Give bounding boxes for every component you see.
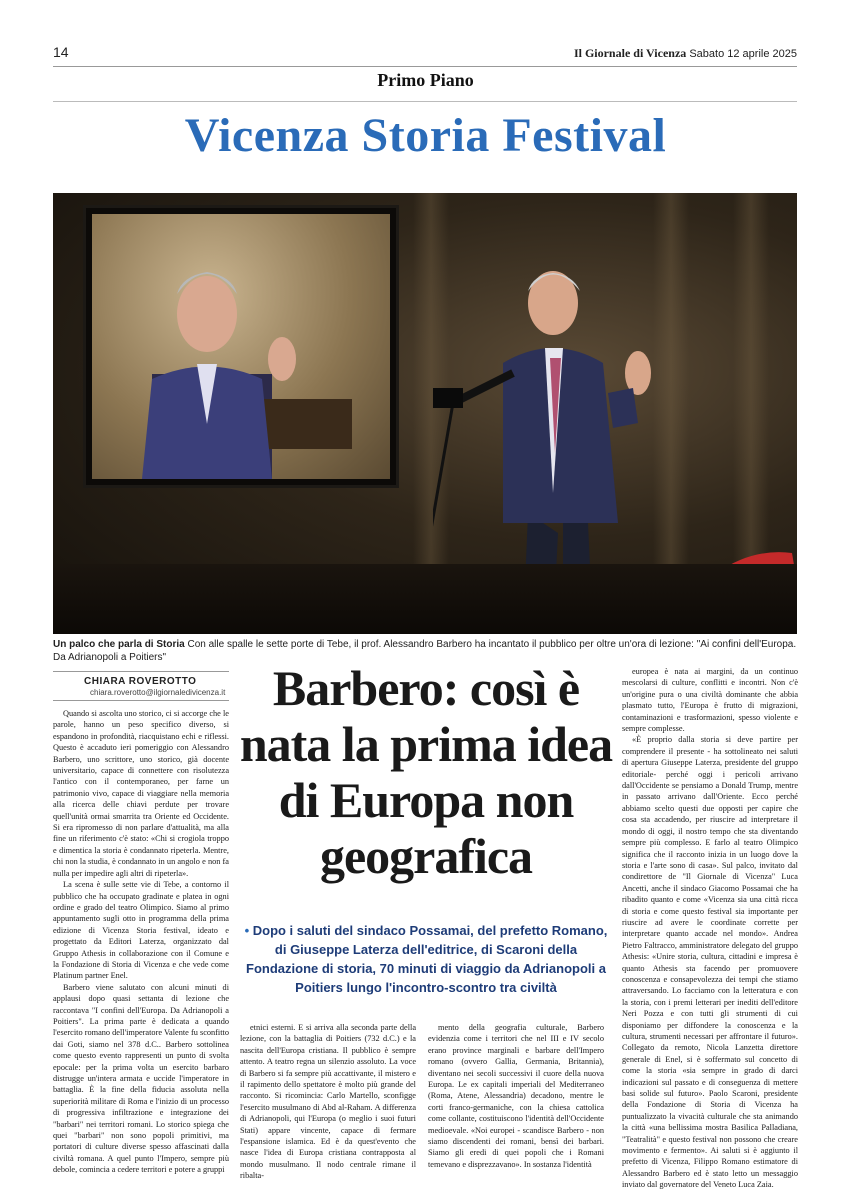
paragraph: Barbero viene salutato con alcuni minuti di applausi dopo quasi settanta di lezione che raccontava "I confini dell'Europa. Da Adrianopoli a Poitiers". La prima parte è dedicata a quando l'esercito romano dell'imperatore Valente fu sconfitto dai Goti, siamo nel 378 d.C.. Barbero sottolinea come questo evento rappresenti un punto di svolta epocale: per la prima volta un esercito barbaro distrugge un'intera armata e uccide l'imperatore in battaglia. È la fine della fiducia assoluta nella superiorità militare di Roma e l'inizio di un processo di progressiva infiltrazione e integrazione dei "barbari" nei territori romani. Lo storico spiega che quei "barbari" non sono popoli primitivi, ma portatori di culture diverse spesso affascinati dalla civiltà romana. A quel punto l'Impero, sempre più debole, comincia a cedere territori e potere a gruppi: [53, 982, 229, 1175]
author-rule-bottom: [53, 700, 229, 701]
stage-floor: [53, 564, 797, 634]
paragraph: La scena è sulle sette vie di Tebe, a contorno il pubblico che ha occupato gradinate e platea in ogni ordine e grado del teatro Olimpico. Siamo al primo appuntamento sugli otto in programma della prima edizione di Vicenza Storia festival, ideato e progettato da Editori Laterza, organizzato dal Gruppo Athesis in collaborazione con il Comune e la Fondazione di Storia di Vicenza e che vede come Platinum partner Enel.: [53, 880, 229, 981]
caption-title: Un palco che parla di Storia: [53, 639, 185, 650]
paragraph: europea è nata ai margini, da un continuo mescolarsi di culture, conflitti e incontri. Non c'è un'origine pura o una civiltà dominante che abbia plasmato tutto, l'Europa è frutto di migrazioni, contaminazioni e trasformazioni, spesso violente e sempre complesse.: [622, 667, 798, 734]
section-rule: [53, 101, 797, 102]
caption-text: Con alle spalle le sette porte di Tebe, il prof. Alessandro Barbero ha incantato il pubblico per oltre un'ora di lezione: "Ai confini dell'Europa. Da Adrianopoli a Poitiers": [53, 639, 797, 663]
article-photo: [53, 193, 797, 634]
bullet-icon: •: [244, 923, 253, 938]
subtitle-text: Dopo i saluti del sindaco Possamai, del prefetto Romano, di Giuseppe Laterza dell'editrice, di Scaroni della Fondazione di storia, 70 minuti di viaggio da Adrianopoli a Poitiers lungo l'incontro-scontro tra civiltà: [246, 923, 608, 995]
body-column-1: [53, 708, 229, 1176]
paragraph: «È proprio dalla storia si deve partire per comprendere il presente - ha sottolineato nei saluti di apertura Giuseppe Laterza, presidente del gruppo editoriale- perché oggi i pericoli arrivano dall'Occidente se pensiamo a Donald Trump, mentre in passato arrivano dall'Oriente. Ecco perché abbiamo scelto questi due opposti per capire che cosa sta accadendo, per riuscire ad interpretare il mondo di oggi, il nostro tempo che sta diventando sempre più complesso. E farlo al teatro Olimpico significa che il racconto inizia in un luogo dove la storia e l'arte sono di casa». Sul palco, invitato dal condirettore de "Il Giornale di Vicenza" Luca Ancetti, anche il sindaco Giacomo Possamai che ha ribadito quanto e come «Vicenza sia una città ricca di storia e come questo festival sia importante per riuscire ad avere le coordinate corrette per interpretare quanto accade nel mondo». Andrea Pietro Faltracco, amministratore delegato del gruppo Athesis: «Unire storia, cultura, cittadini e impresa è quanto Athesis sta facendo per promuovere conoscenza e consapevolezza dei tempi che stiamo attraversando. Lo facciamo con la letteratura e con la storia, con i premi letterari per inediti dell'editore Neri Pozza e con tutti gli strumenti di cui disponiamo per diffondere la conoscenza e la cultura, strumenti necessari per affrontare il futuro». Collegato da remoto, Nicola Lanzetta direttore generale di Enel, si è soffermato sul concetto di come la storia «sia sempre in grado di darci indicazioni sul passato e di conseguenza di mettere basi solide sul futuro». Paolo Scaroni, presidente della Fondazione di Storia di Vicenza ha puntualizzato la vivacità culturale che sta animando la città «una bellissima mostra Basilica Palladiana, "Teatralità" e questo festival non possono che creare movimento e fermento». Ai saluti si è aggiunto il prefetto di Vicenza, Filippo Romano estimatore di Alessandro Barbero ed è stato letto un messaggio inviato dal governatore del Veneto Luca Zaia.: [622, 735, 798, 1190]
author-rule-top: [53, 671, 229, 672]
paragraph: Quando si ascolta uno storico, ci si accorge che le parole, hanno un peso specifico diverso, si espandono in profondità, riacquistano echi e riflessi. Questo è accaduto ieri pomeriggio con Alessandro Barbero, uno scrittore, uno storico, già docente universitario, capace di connettere con risolutezza l'antico con il contemporaneo, per farne un patrimonio vivo, capace di viaggiare nella memoria alla ricerca delle chiavi perdute per trovare quell'unità ormai smarrita tra Oriente ed Occidente. Si era ripromesso di non parlare d'attualità, ma alla fine un riferimento c'è stato: «Chi si crogiola troppo e dimentica la storia è condannato ripeterla. Mentre, chi non la studia, è condannato in un angolo e non fa nulla per impedire agli altri di ripeterla».: [53, 709, 229, 878]
headline: Barbero: così è nata la prima idea di Europa non geografica: [239, 660, 613, 884]
body-column-2: [240, 1022, 416, 1182]
author-email: chiara.roverotto@ilgiornaledivicenza.it: [90, 688, 226, 697]
paragraph: mento della geografia culturale, Barbero evidenzia come i territori che nel III e IV secolo erano province marginali e barbare dell'Impero romano (ovvero Gallia, Germania, Britannia), diventano nei secoli successivi il cuore della nuova Europa. Le ex capitali imperiali del Mediterraneo (Roma, Atene, Alessandria) decadono, mentre le corti franco-germaniche, con la chiesa cattolica come collante, costituiscono l'identità dell'Occidente medioevale. «Noi europei - scandisce Barbero - non siamo discendenti dei romani, bensì dei barbari. Siamo gli eredi di quei popoli che i Romani temevano e disprezzavano». In sostanza l'identità: [428, 1023, 604, 1169]
newspaper-name: Il Giornale di Vicenza: [573, 46, 687, 60]
subtitle: [244, 921, 608, 997]
issue-date: Sabato 12 aprile 2025: [689, 48, 797, 60]
projection-screen: [83, 205, 399, 488]
author-name: CHIARA ROVEROTTO: [84, 676, 197, 687]
header-rule: [53, 66, 797, 67]
body-column-4: [622, 666, 798, 1191]
festival-title: Vicenza Storia Festival: [184, 109, 667, 162]
projected-speaker: [92, 214, 390, 479]
paragraph: etnici esterni. E si arriva alla seconda parte della lezione, con la battaglia di Poitiers (732 d.C.) e la nascita dell'Europa cristiana. Il pubblico è sempre attento. A teatro regna un silenzio assoluto. La voce di Barbero si fa sempre più accattivante, il mistero e il rapimento dello spettatore è molto più grande del racconto. Si ricomincia: Carlo Martello, sconfigge l'esercito musulmano di Abd al-Raham. A differenza di Adrianopoli, qui l'Europa (o meglio i suoi futuri Stati) appare vincente, capace di fermare l'espansione islamica. Ed è da quest'evento che nasce l'idea di Europa cristiana contrapposta al mondo musulmano. Il nodo centrale rimane il ribalta-: [240, 1023, 416, 1181]
page-number: 14: [53, 44, 69, 60]
projected-image: [92, 214, 390, 479]
masthead: [574, 46, 797, 61]
body-column-3: [428, 1022, 604, 1170]
section-label: Primo Piano: [377, 70, 474, 90]
